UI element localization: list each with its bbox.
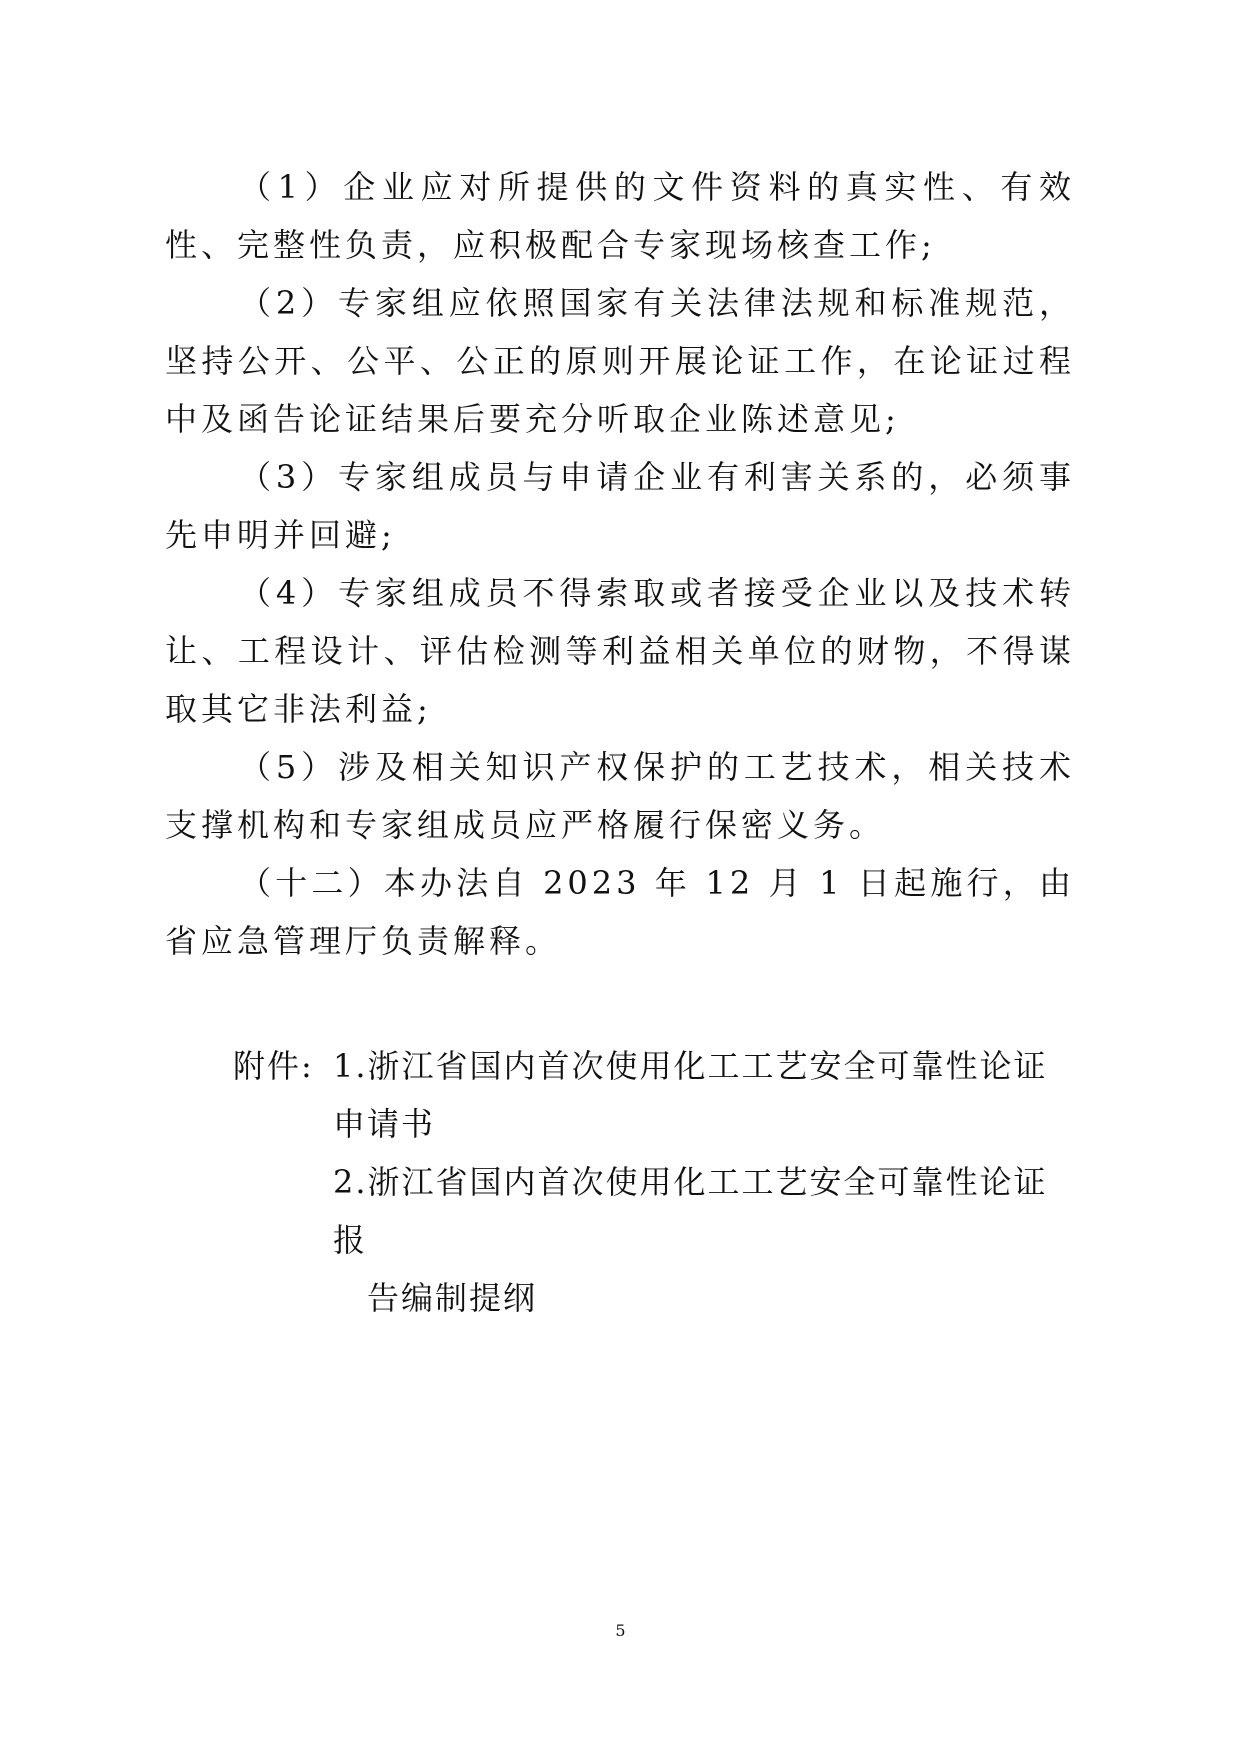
clause-5-paragraph: （5）涉及相关知识产权保护的工艺技术，相关技术支撑机构和专家组成员应严格履行保密义务。	[165, 748, 1075, 844]
attachment-row	[233, 1153, 1083, 1327]
attachment-item-2	[333, 1153, 1075, 1327]
clause-4-paragraph: （4）专家组成员不得索取或者接受企业以及技术转让、工程设计、评估检测等利益相关单位的财物，不得谋取其它非法利益;	[165, 574, 1075, 728]
attachment-number: 2.	[333, 1163, 368, 1201]
clause-3-paragraph: （3）专家组成员与申请企业有利害关系的，必须事先申明并回避;	[165, 458, 1075, 554]
attachment-title-continuation: 告编制提纲	[367, 1279, 538, 1317]
attachment-title: 浙江省国内首次使用化工工艺安全可靠性论证申请书	[333, 1047, 1048, 1143]
attachment-item-1	[333, 1037, 1075, 1153]
attachment-title: 浙江省国内首次使用化工工艺安全可靠性论证报	[333, 1163, 1048, 1259]
article-12-paragraph: （十二）本办法自 2023 年 12 月 1 日起施行，由省应急管理厅负责解释。	[165, 864, 1075, 960]
attachment-row	[233, 1037, 1083, 1153]
clause-1-paragraph: （1）企业应对所提供的文件资料的真实性、有效性、完整性负责，应积极配合专家现场核查工作;	[165, 168, 1075, 264]
attachment-number: 1.	[333, 1047, 368, 1085]
page-number: 5	[615, 1621, 626, 1640]
attachments-label: 附件:	[233, 1047, 314, 1085]
attachments-section	[233, 1037, 1083, 1327]
document-body	[165, 158, 1075, 970]
clause-2-paragraph: （2）专家组应依照国家有关法律法规和标准规范，坚持公开、公平、公正的原则开展论证工作，在论证过程中及函告论证结果后要充分听取企业陈述意见;	[165, 284, 1075, 438]
